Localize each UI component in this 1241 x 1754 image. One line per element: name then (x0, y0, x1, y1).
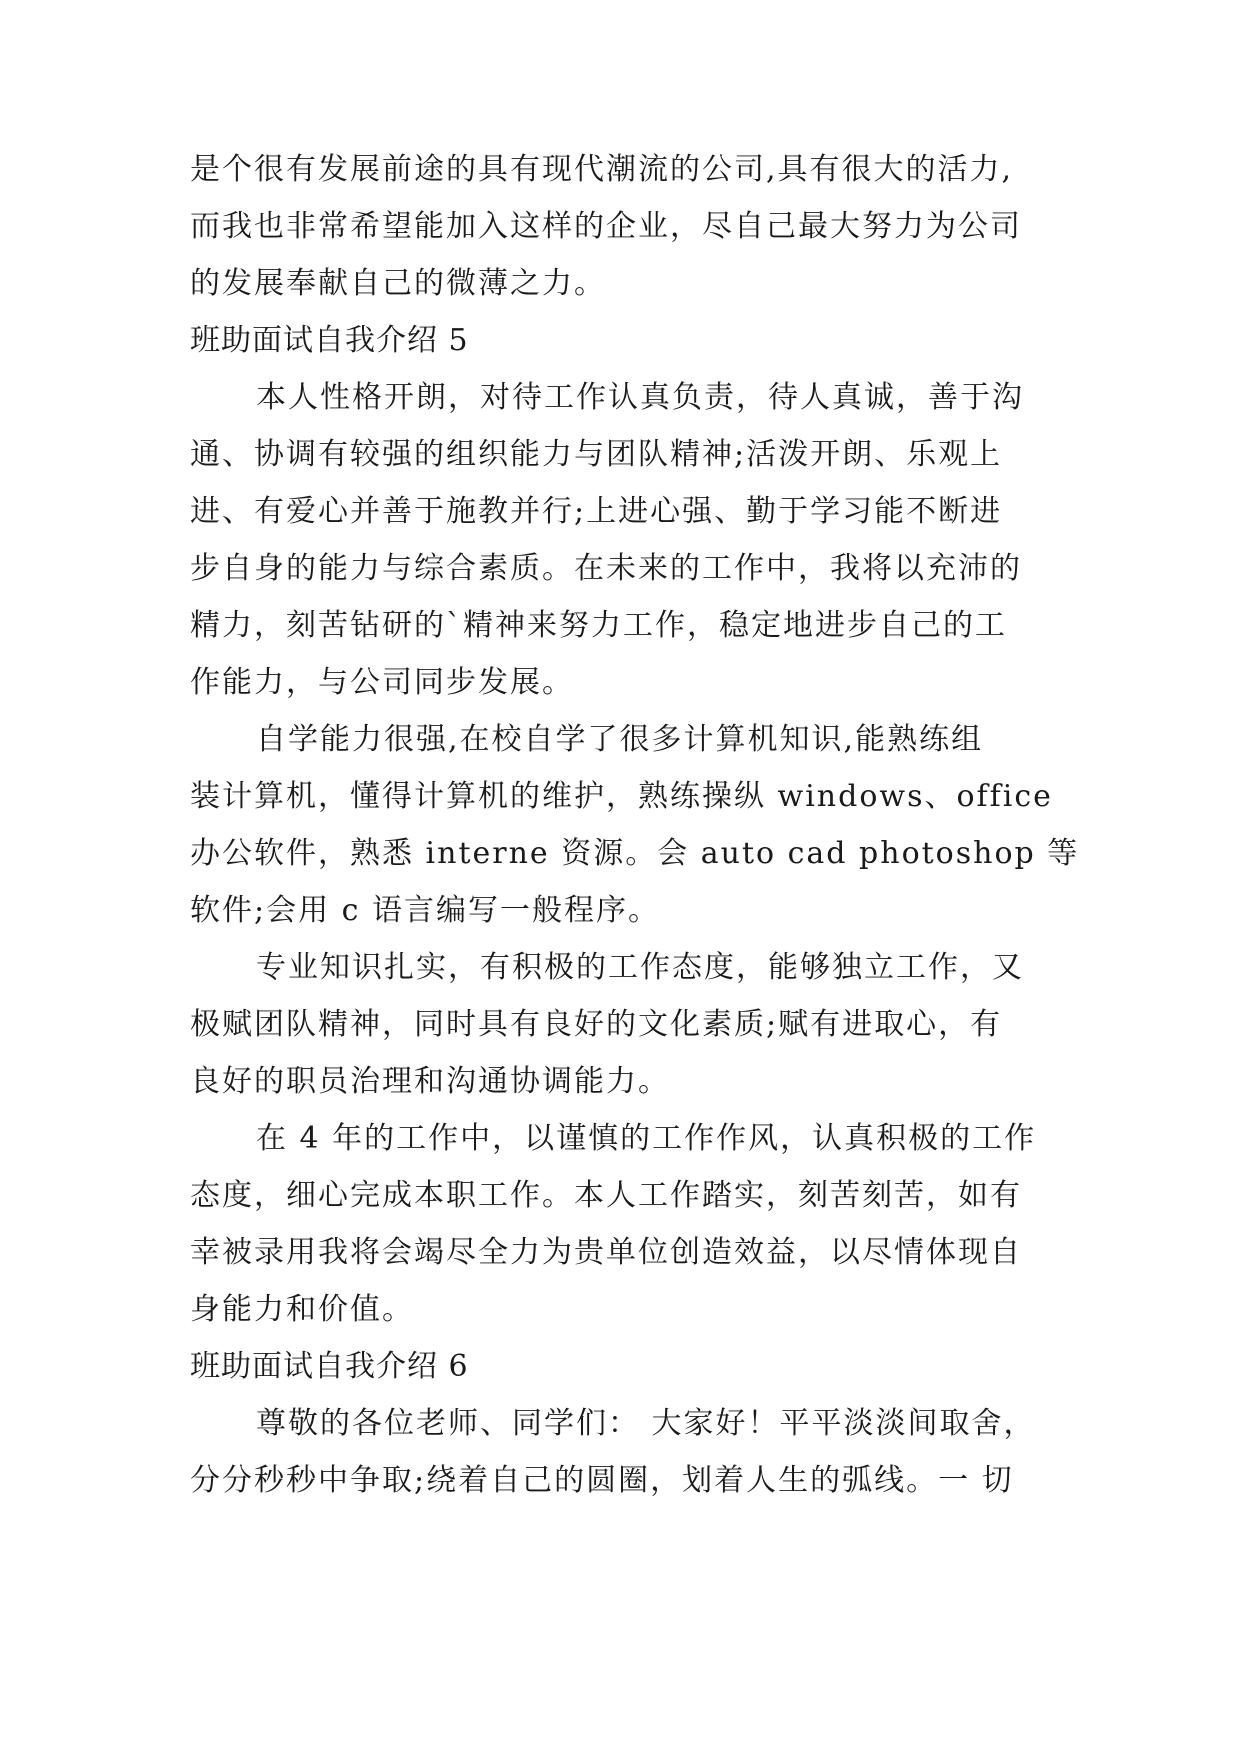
section-heading: 班助面试自我介绍 5 (190, 323, 469, 358)
section-heading: 班助面试自我介绍 6 (190, 1349, 469, 1384)
paragraph-line: 良好的职员治理和沟通协调能力。 (190, 1064, 670, 1099)
paragraph-line: 办公软件，熟悉 interne 资源。会 auto cad photoshop 等 (190, 836, 1080, 871)
paragraph-line: 的发展奉献自己的微薄之力。 (190, 266, 606, 301)
paragraph-line: 态度，细心完成本职工作。本人工作踏实，刻苦刻苦，如有 (190, 1178, 1022, 1213)
document-page (190, 0, 1080, 1754)
paragraph-line: 尊敬的各位老师、同学们： 大家好！平平淡淡间取舍， (256, 1406, 1036, 1441)
paragraph-line: 分分秒秒中争取;绕着自己的圆圈，划着人生的弧线。一 切 (190, 1463, 1014, 1498)
paragraph-line: 步自身的能力与综合素质。在未来的工作中，我将以充沛的 (190, 551, 1022, 586)
paragraph-line: 通、协调有较强的组织能力与团队精神;活泼开朗、乐观上 (190, 437, 1003, 472)
paragraph-line: 作能力，与公司同步发展。 (190, 665, 574, 700)
paragraph-line: 身能力和价值。 (190, 1292, 414, 1327)
paragraph-line: 精力，刻苦钻研的`精神来努力工作，稳定地进步自己的工 (190, 608, 1007, 643)
paragraph-line: 专业知识扎实，有积极的工作态度，能够独立工作，又 (256, 950, 1024, 985)
paragraph-line: 本人性格开朗，对待工作认真负责，待人真诚，善于沟 (256, 380, 1024, 415)
paragraph-line: 而我也非常希望能加入这样的企业，尽自己最大努力为公司 (190, 209, 1022, 244)
paragraph-line: 幸被录用我将会竭尽全力为贵单位创造效益，以尽情体现自 (190, 1235, 1022, 1270)
paragraph-line: 进、有爱心并善于施教并行;上进心强、勤于学习能不断进 (190, 494, 1003, 529)
paragraph-line: 自学能力很强,在校自学了很多计算机知识,能熟练组 (256, 722, 984, 757)
paragraph-line: 软件;会用 c 语言编写一般程序。 (190, 893, 660, 928)
paragraph-line: 装计算机，懂得计算机的维护，熟练操纵 windows、office (190, 779, 1053, 814)
paragraph-line: 极赋团队精神，同时具有良好的文化素质;赋有进取心，有 (190, 1007, 1003, 1042)
paragraph-line: 是个很有发展前途的具有现代潮流的公司,具有很大的活力, (190, 152, 1014, 187)
paragraph-line: 在 4 年的工作中，以谨慎的工作作风，认真积极的工作 (256, 1121, 1037, 1156)
